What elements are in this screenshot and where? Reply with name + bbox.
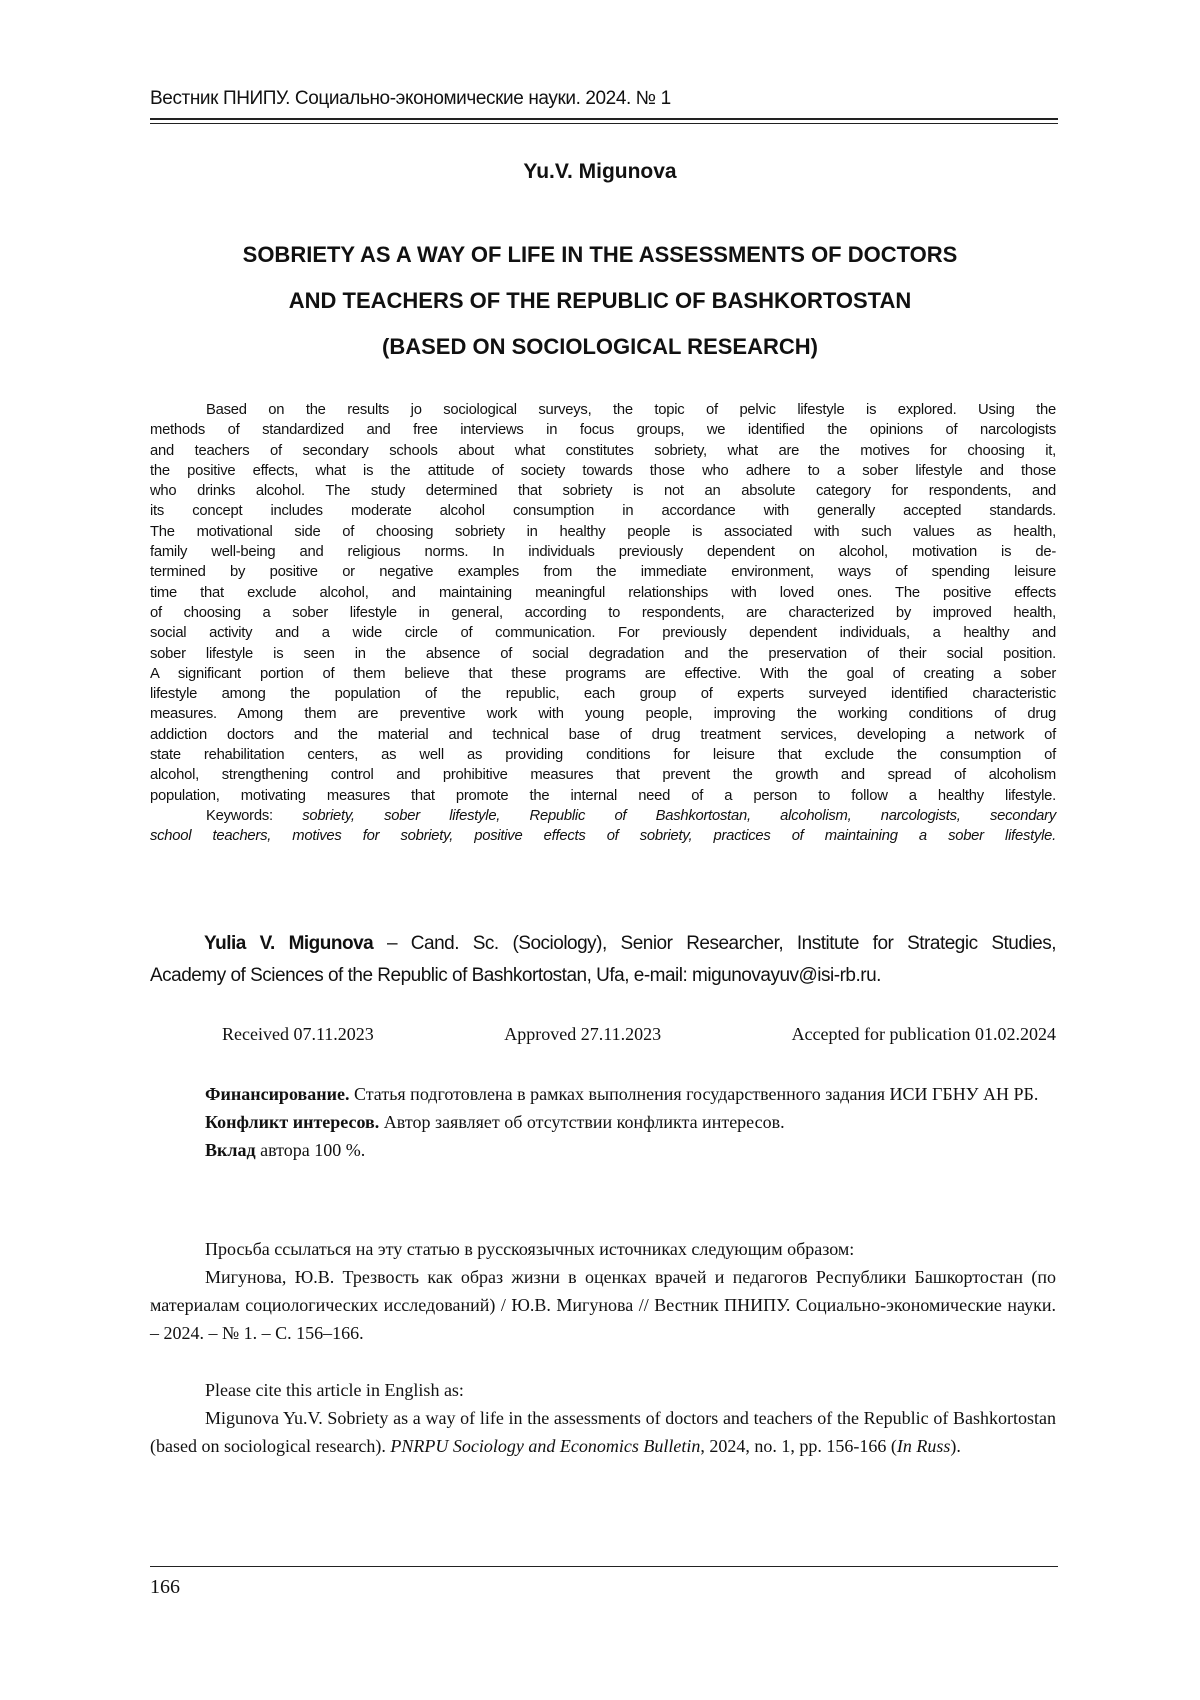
keywords-text: sobriety, sober lifestyle, Republic of Bashkortostan, alcoholism, narcologists, secondary xyxy=(302,808,1056,824)
title-line: SOBRIETY AS A WAY OF LIFE IN THE ASSESSMENTS OF DOCTORS xyxy=(100,232,1100,278)
abstract-line: methods of standardized and free interviews in focus groups, we identified the opinions of narcologists xyxy=(150,420,1056,440)
received-date: Received 07.11.2023 xyxy=(222,1024,374,1045)
title-line: (BASED ON SOCIOLOGICAL RESEARCH) xyxy=(100,324,1100,370)
abstract-line: the positive effects, what is the attitude of society towards those who adhere to a sober lifestyle and those xyxy=(150,461,1056,481)
citation-en-intro: Please cite this article in English as: xyxy=(150,1376,1056,1404)
article-dates xyxy=(222,1024,1056,1045)
keywords-label: Keywords: xyxy=(206,808,302,824)
citation-ru-text: Мигунова, Ю.В. Трезвость как образ жизни в оценках врачей и педагогов Республики Башкортостан (по материалам социологических исследований) / Ю.В. Мигунова // Вестник ПНИПУ. Социально-экономические науки. – 2024. – № 1. – С. 156–166. xyxy=(150,1263,1056,1347)
abstract-line: alcohol, strengthening control and prohibitive measures that prevent the growth and spread of alcoholism xyxy=(150,765,1056,785)
abstract xyxy=(150,400,1056,847)
header-rule-thin xyxy=(150,123,1058,124)
abstract-line: population, motivating measures that promote the internal need of a person to follow a healthy lifestyle. xyxy=(150,786,1056,806)
abstract-line: of choosing a sober lifestyle in general, according to respondents, are characterized by improved health, xyxy=(150,603,1056,623)
funding-text: Статья подготовлена в рамках выполнения государственного задания ИСИ ГБНУ АН РБ. xyxy=(349,1084,1038,1104)
footer-rule xyxy=(150,1566,1058,1567)
page-number: 166 xyxy=(150,1576,180,1599)
citation-english xyxy=(150,1376,1056,1460)
contribution xyxy=(150,1136,1056,1164)
accepted-date: Accepted for publication 01.02.2024 xyxy=(792,1024,1056,1045)
bio-line: Academy of Sciences of the Republic of Bashkortostan, Ufa, e-mail: migunovayuv@isi-rb.ru. xyxy=(150,960,1056,992)
abstract-line: measures. Among them are preventive work with young people, improving the working conditions of drug xyxy=(150,704,1056,724)
citation-ru-intro: Просьба ссылаться на эту статью в русскоязычных источниках следующим образом: xyxy=(150,1235,1056,1263)
article-title xyxy=(100,232,1100,370)
keywords-text: school teachers, motives for sobriety, positive effects of sobriety, practices of maintaining a sober lifestyle. xyxy=(150,828,1056,844)
citation-en-part: Migunova Yu.V. Sobriety as a way of life in the assessments of doctors and teachers of the Republic of Bashkortostan (based on sociological research). xyxy=(150,1408,1056,1456)
abstract-line: lifestyle among the population of the republic, each group of experts surveyed identified characteristic xyxy=(150,684,1056,704)
contribution-text: автора 100 %. xyxy=(256,1140,366,1160)
author-bio xyxy=(150,928,1056,992)
abstract-line: termined by positive or negative examples from the immediate environment, ways of spending leisure xyxy=(150,562,1056,582)
bio-text: – Cand. Sc. (Sociology), Senior Researcher, Institute for Strategic Studies, xyxy=(373,933,1056,954)
abstract-line: social activity and a wide circle of communication. For previously dependent individuals, a healthy and xyxy=(150,623,1056,643)
running-header: Вестник ПНИПУ. Социально-экономические науки. 2024. № 1 xyxy=(150,88,671,110)
citation-en-part: , 2024, no. 1, pp. 156-166 ( xyxy=(700,1436,897,1456)
contribution-label: Вклад xyxy=(205,1140,256,1160)
abstract-line: Based on the results jo sociological surveys, the topic of pelvic lifestyle is explored. Using the xyxy=(150,400,1056,420)
bio-line xyxy=(150,928,1056,960)
abstract-line: addiction doctors and the material and technical base of drug treatment services, developing a network of xyxy=(150,725,1056,745)
citation-russian xyxy=(150,1235,1056,1347)
title-line: AND TEACHERS OF THE REPUBLIC OF BASHKORTOSTAN xyxy=(100,278,1100,324)
conflict-label: Конфликт интересов. xyxy=(205,1112,379,1132)
funding-block xyxy=(150,1080,1056,1164)
citation-language: In Russ xyxy=(897,1436,951,1456)
abstract-line: who drinks alcohol. The study determined that sobriety is not an absolute category for respondents, and xyxy=(150,481,1056,501)
journal-name: PNRPU Sociology and Economics Bulletin xyxy=(390,1436,700,1456)
abstract-line: and teachers of secondary schools about what constitutes sobriety, what are the motives for choosing it, xyxy=(150,441,1056,461)
abstract-line: family well-being and religious norms. In individuals previously dependent on alcohol, motivation is de- xyxy=(150,542,1056,562)
funding-label: Финансирование. xyxy=(205,1084,349,1104)
citation-en-part: ). xyxy=(950,1436,961,1456)
abstract-line: sober lifestyle is seen in the absence of social degradation and the preservation of their social position. xyxy=(150,644,1056,664)
conflict-of-interest xyxy=(150,1108,1056,1136)
abstract-line: The motivational side of choosing sobriety in healthy people is associated with such values as health, xyxy=(150,522,1056,542)
citation-en-text xyxy=(150,1404,1056,1460)
article-author: Yu.V. Migunova xyxy=(0,160,1200,184)
keywords-line xyxy=(150,806,1056,826)
approved-date: Approved 27.11.2023 xyxy=(504,1024,661,1045)
abstract-line: state rehabilitation centers, as well as providing conditions for leisure that exclude the consumption of xyxy=(150,745,1056,765)
abstract-line: A significant portion of them believe that these programs are effective. With the goal of creating a sober xyxy=(150,664,1056,684)
header-rule xyxy=(150,118,1058,120)
conflict-text: Автор заявляет об отсутствии конфликта интересов. xyxy=(379,1112,784,1132)
bio-name: Yulia V. Migunova xyxy=(204,933,373,954)
abstract-line: time that exclude alcohol, and maintaining meaningful relationships with loved ones. The positive effects xyxy=(150,583,1056,603)
abstract-line: its concept includes moderate alcohol consumption in accordance with generally accepted standards. xyxy=(150,501,1056,521)
funding xyxy=(150,1080,1056,1108)
keywords-line xyxy=(150,826,1056,846)
